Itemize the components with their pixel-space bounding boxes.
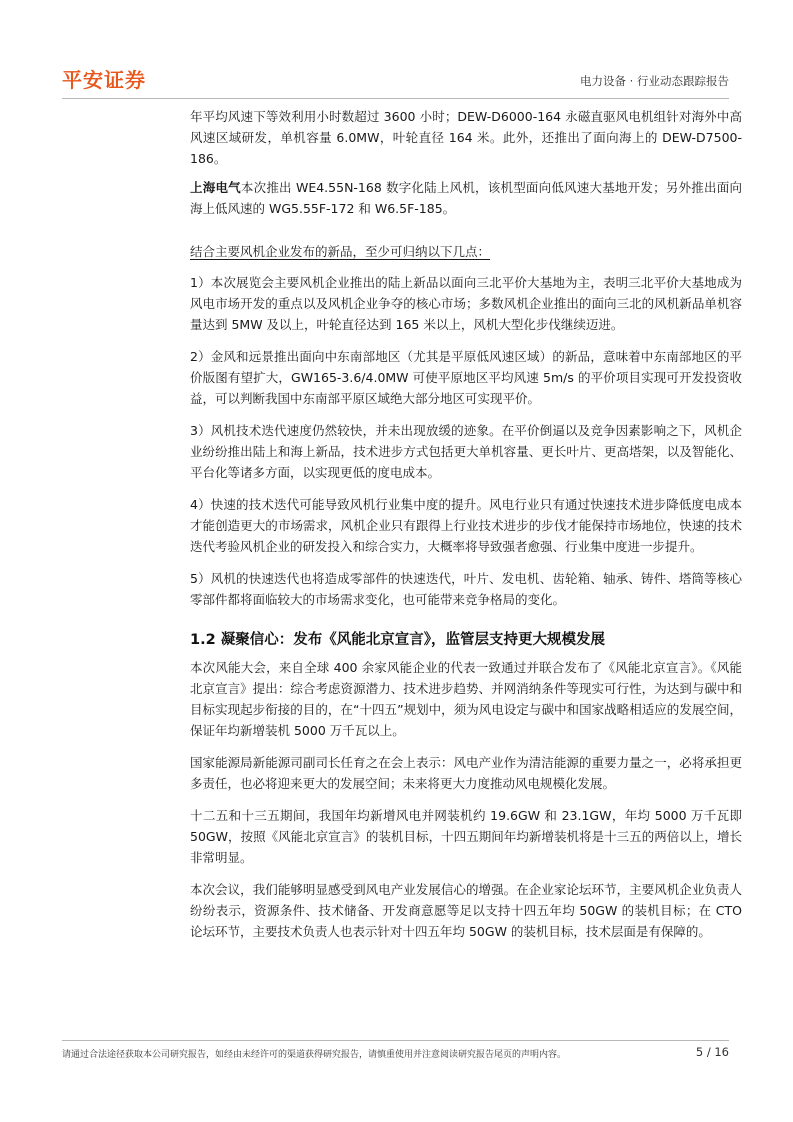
header-divider	[62, 98, 729, 99]
section-paragraph: 十二五和十三五期间，我国年均新增风电并网装机约 19.6GW 和 23.1GW，年均 5000 万千瓦即 50GW，按照《风能北京宣言》的装机目标，十四五期间年均新增装机将是十三五的两倍以上，增长非常明显。	[190, 808, 742, 865]
list-item: 2）金风和远景推出面向中东南部地区（尤其是平原低风速区域）的新品，意味着中东南部地区的平价版图有望扩大，GW165-3.6/4.0MW 可使平原地区平均风速 5m/s 的平价项目实现可开发投资收益，可以判断我国中东南部平原区域绝大部分地区可实现平价。	[190, 349, 742, 406]
section-paragraph: 本次风能大会，来自全球 400 余家风能企业的代表一致通过并联合发布了《风能北京宣言》。《风能北京宣言》提出：综合考虑资源潜力、技术进步趋势、并网消纳条件等现实可行性，为达到与碳中和目标实现起步衔接的目的，在“十四五”规划中，须为风电设定与碳中和国家战略相适应的发展空间，保证年均新增装机 5000 万千瓦以上。	[190, 660, 742, 738]
footer-divider	[62, 1040, 729, 1041]
report-category: 电力设备 · 行业动态跟踪报告	[580, 74, 729, 88]
summary-heading: 结合主要风机企业发布的新品，至少可归纳以下几点：	[190, 244, 491, 259]
list-item: 5）风机的快速迭代也将造成零部件的快速迭代，叶片、发电机、齿轮箱、轴承、铸件、塔筒等核心零部件都将面临较大的市场需求变化，也可能带来竞争格局的变化。	[190, 571, 742, 607]
brand-logo: 平安证券	[62, 68, 146, 92]
list-item: 1）本次展览会主要风机企业推出的陆上新品以面向三北平价大基地为主，表明三北平价大基地成为风电市场开发的重点以及风机企业争夺的核心市场；多数风机企业推出的面向三北的风机新品单机容量达到 5MW 及以上，叶轮直径达到 165 米以上，风机大型化步伐继续迈进。	[190, 275, 742, 332]
company-text: 本次推出 WE4.55N-168 数字化陆上风机，该机型面向低风速大基地开发；另外推出面向海上低风速的 WG5.55F-172 和 W6.5F-185。	[190, 180, 742, 216]
section-title: 1.2 凝聚信心：发布《风能北京宣言》，监管层支持更大规模发展	[190, 632, 605, 648]
shanghai-paragraph	[190, 177, 742, 219]
section-paragraph: 本次会议，我们能够明显感受到风电产业发展信心的增强。在企业家论坛环节，主要风机企业负责人纷纷表示，资源条件、技术储备、开发商意愿等足以支持十四五年均 50GW 的装机目标；在 CTO 论坛环节，主要技术负责人也表示针对十四五年均 50GW 的装机目标，技术层面是有保障的。	[190, 882, 742, 939]
document-body	[190, 106, 742, 953]
list-item: 4）快速的技术迭代可能导致风机行业集中度的提升。风电行业只有通过快速技术进步降低度电成本才能创造更大的市场需求，风机企业只有跟得上行业技术进步的步伐才能保持市场地位，快速的技术迭代考验风机企业的研发投入和综合实力，大概率将导致强者愈强、行业集中度进一步提升。	[190, 497, 742, 554]
company-name: 上海电气	[190, 180, 241, 195]
intro-paragraph: 年平均风速下等效利用小时数超过 3600 小时；DEW-D6000-164 永磁直驱风电机组针对海外中高风速区域研发，单机容量 6.0MW，叶轮直径 164 米。此外，还推出了面向海上的 DEW-D7500-186。	[190, 109, 742, 166]
page-number: 5 / 16	[695, 1045, 729, 1059]
list-item: 3）风机技术迭代速度仍然较快，并未出现放缓的迹象。在平价倒逼以及竞争因素影响之下，风机企业纷纷推出陆上和海上新品，技术进步方式包括更大单机容量、更长叶片、更高塔架，以及智能化、平台化等诸多方面，以实现更低的度电成本。	[190, 423, 742, 480]
footer-disclaimer: 请通过合法途径获取本公司研究报告，如经由未经许可的渠道获得研究报告，请慎重使用并注意阅读研究报告尾页的声明内容。	[62, 1050, 567, 1060]
section-paragraph: 国家能源局新能源司副司长任育之在会上表示：风电产业作为清洁能源的重要力量之一，必将承担更多责任，也必将迎来更大的发展空间；未来将更大力度推动风电规模化发展。	[190, 755, 742, 791]
